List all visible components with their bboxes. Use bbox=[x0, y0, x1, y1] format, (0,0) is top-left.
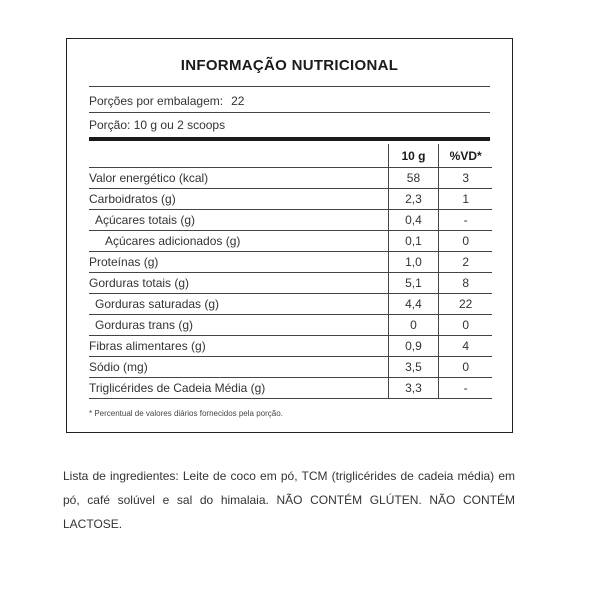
nutrient-name: Gorduras trans (g) bbox=[89, 315, 388, 336]
portion-label: Porção: bbox=[89, 118, 131, 132]
nutrient-amount: 5,1 bbox=[388, 273, 439, 294]
table-row bbox=[89, 252, 492, 273]
nutrient-dv: 0 bbox=[439, 231, 492, 252]
table-row bbox=[89, 294, 492, 315]
nutrient-name: Sódio (mg) bbox=[89, 357, 388, 378]
nutrient-name: Valor energético (kcal) bbox=[89, 168, 388, 189]
nutrient-dv: 8 bbox=[439, 273, 492, 294]
table-row bbox=[89, 315, 492, 336]
table-row bbox=[89, 357, 492, 378]
table-row bbox=[89, 273, 492, 294]
nutrient-dv: 0 bbox=[439, 315, 492, 336]
nutrient-amount: 0,4 bbox=[388, 210, 439, 231]
nutrition-table bbox=[89, 144, 492, 399]
ingredients-list: Lista de ingredientes: Leite de coco em pó, TCM (triglicérides de cadeia média) em pó, café solúvel e sal do himalaia. NÃO CONTÉM GLÚTEN. NÃO CONTÉM LACTOSE. bbox=[63, 469, 515, 531]
header-dv: %VD* bbox=[439, 144, 492, 168]
nutrient-name: Fibras alimentares (g) bbox=[89, 336, 388, 357]
table-row bbox=[89, 336, 492, 357]
table-header-row bbox=[89, 144, 492, 168]
nutrient-dv: - bbox=[439, 210, 492, 231]
nutrient-amount: 1,0 bbox=[388, 252, 439, 273]
servings-per-package-value: 22 bbox=[231, 94, 245, 108]
table-row bbox=[89, 168, 492, 189]
divider bbox=[89, 86, 490, 87]
divider bbox=[89, 112, 490, 113]
nutrient-dv: - bbox=[439, 378, 492, 399]
table-row bbox=[89, 189, 492, 210]
label-title: INFORMAÇÃO NUTRICIONAL bbox=[180, 57, 399, 74]
header-nutrient bbox=[89, 144, 388, 168]
nutrient-amount: 2,3 bbox=[388, 189, 439, 210]
nutrient-amount: 0,9 bbox=[388, 336, 439, 357]
divider-thick bbox=[89, 137, 490, 141]
table-row bbox=[89, 378, 492, 399]
servings-per-package-label: Porções por embalagem: bbox=[89, 94, 224, 108]
portion-value: 10 g ou 2 scoops bbox=[133, 118, 226, 132]
table-row bbox=[89, 231, 492, 252]
nutrient-amount: 3,5 bbox=[388, 357, 439, 378]
nutrient-dv: 2 bbox=[439, 252, 492, 273]
nutrient-name: Carboidratos (g) bbox=[89, 189, 388, 210]
nutrient-amount: 3,3 bbox=[388, 378, 439, 399]
header-amount: 10 g bbox=[388, 144, 439, 168]
servings-per-package bbox=[89, 94, 244, 108]
nutrient-amount: 58 bbox=[388, 168, 439, 189]
nutrient-dv: 1 bbox=[439, 189, 492, 210]
dv-footnote: * Percentual de valores diários fornecidos pela porção. bbox=[89, 409, 283, 418]
nutrient-name: Proteínas (g) bbox=[89, 252, 388, 273]
nutrient-amount: 0,1 bbox=[388, 231, 439, 252]
nutrition-facts-label bbox=[66, 38, 513, 433]
nutrient-amount: 0 bbox=[388, 315, 439, 336]
portion bbox=[89, 118, 225, 132]
table-row bbox=[89, 210, 492, 231]
nutrient-dv: 3 bbox=[439, 168, 492, 189]
nutrient-dv: 22 bbox=[439, 294, 492, 315]
nutrient-name: Gorduras totais (g) bbox=[89, 273, 388, 294]
nutrient-amount: 4,4 bbox=[388, 294, 439, 315]
nutrient-name: Açúcares adicionados (g) bbox=[89, 231, 388, 252]
nutrient-dv: 4 bbox=[439, 336, 492, 357]
nutrient-name: Gorduras saturadas (g) bbox=[89, 294, 388, 315]
nutrient-name: Açúcares totais (g) bbox=[89, 210, 388, 231]
nutrient-name: Triglicérides de Cadeia Média (g) bbox=[89, 378, 388, 399]
nutrient-dv: 0 bbox=[439, 357, 492, 378]
